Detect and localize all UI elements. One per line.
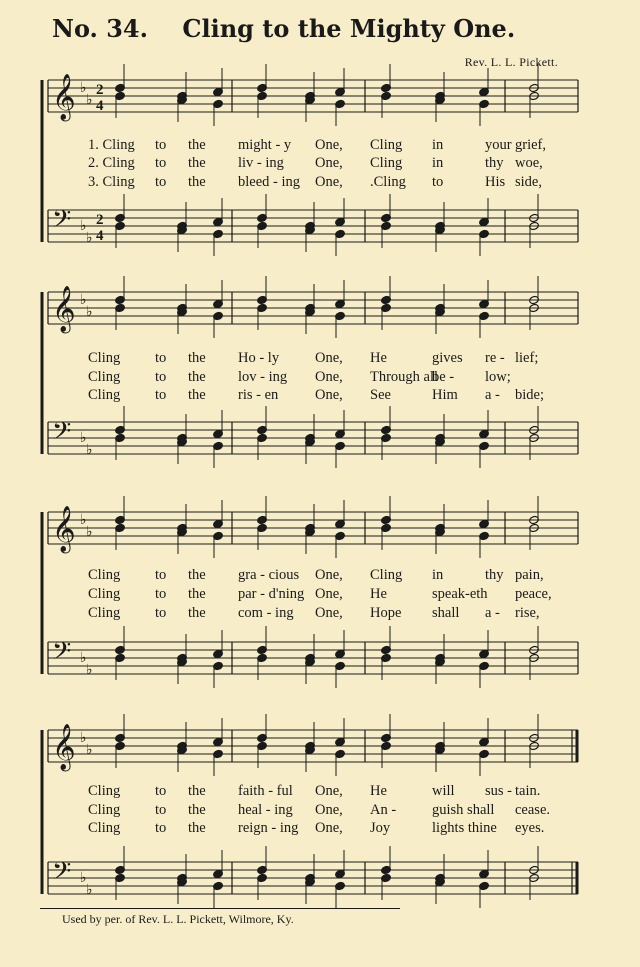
lyric-syllable: Cling <box>88 783 121 799</box>
lyric-syllable: the <box>188 369 206 385</box>
lyric-syllable: to <box>155 174 167 190</box>
lyric-syllable: Cling <box>88 350 121 366</box>
flat-icon: ♭ <box>86 525 93 540</box>
lyric-syllable: the <box>188 820 206 836</box>
flat-icon: ♭ <box>86 93 93 108</box>
time-signature-top: 2 <box>96 82 104 98</box>
lyric-syllable: to <box>155 605 167 621</box>
lyric-syllable: par - d'ning <box>238 586 305 602</box>
lyric-syllable: One, <box>315 605 343 621</box>
lyric-syllable: liv - ing <box>238 155 284 171</box>
lyric-syllable: thy <box>485 567 504 583</box>
flat-icon: ♭ <box>80 293 87 308</box>
footer-divider <box>40 908 400 909</box>
lyric-syllable: grief, <box>515 137 546 153</box>
lyric-syllable: Him <box>432 387 458 403</box>
lyric-syllable: Cling <box>88 369 121 385</box>
hymn-author: Rev. L. L. Pickett. <box>464 55 558 69</box>
copyright-footer: Used by per. of Rev. L. L. Pickett, Wilmore, Ky. <box>62 912 294 926</box>
lyric-syllable: the <box>188 783 206 799</box>
lyric-syllable: the <box>188 350 206 366</box>
bass-clef-icon: 𝄢 <box>52 205 72 240</box>
lyric-syllable: pain, <box>515 567 544 583</box>
flat-icon: ♭ <box>86 443 93 458</box>
lyric-syllable: woe, <box>515 155 543 171</box>
bass-clef-icon: 𝄢 <box>52 417 72 452</box>
lyric-syllable: the <box>188 137 206 153</box>
lyric-syllable: to <box>155 586 167 602</box>
treble-clef-icon: 𝄞 <box>52 506 76 552</box>
lyric-syllable: One, <box>315 586 343 602</box>
lyric-syllable: be - <box>432 369 455 385</box>
lyric-syllable: to <box>432 174 444 190</box>
hymn-number: No. 34. <box>52 14 148 43</box>
lyric-syllable: cease. <box>515 802 551 818</box>
lyric-syllable: Cling <box>88 586 121 602</box>
lyric-syllable: .Cling <box>370 174 406 190</box>
lyric-syllable: to <box>155 350 167 366</box>
lyric-syllable: will <box>432 783 455 799</box>
lyric-syllable: Cling <box>88 387 121 403</box>
lyric-syllable: the <box>188 174 206 190</box>
lyric-syllable: One, <box>315 820 343 836</box>
time-signature-top: 2 <box>96 212 104 228</box>
lyric-syllable: the <box>188 155 206 171</box>
lyric-syllable: reign - ing <box>238 820 299 836</box>
lyric-syllable: Cling <box>370 567 403 583</box>
lyric-syllable: in <box>432 155 444 171</box>
lyric-syllable: Cling <box>370 137 403 153</box>
lyric-syllable: to <box>155 567 167 583</box>
lyric-syllable: to <box>155 137 167 153</box>
lyric-syllable: 1. Cling <box>88 137 135 153</box>
lyric-syllable: peace, <box>515 586 552 602</box>
time-signature-bottom: 4 <box>96 228 104 244</box>
lyric-syllable: to <box>155 155 167 171</box>
lyric-syllable: in <box>432 567 444 583</box>
flat-icon: ♭ <box>80 651 87 666</box>
lyric-syllable: gives <box>432 350 463 366</box>
lyric-syllable: rise, <box>515 605 540 621</box>
lyric-syllable: One, <box>315 783 343 799</box>
lyric-syllable: shall <box>432 605 460 621</box>
lyric-syllable: One, <box>315 350 343 366</box>
lyric-syllable: Cling <box>88 820 121 836</box>
flat-icon: ♭ <box>86 883 93 898</box>
lyric-syllable: ris - en <box>238 387 279 403</box>
lyric-syllable: Cling <box>88 567 121 583</box>
lyric-syllable: bleed - ing <box>238 174 301 190</box>
treble-staff <box>48 714 578 776</box>
flat-icon: ♭ <box>86 743 93 758</box>
lyric-syllable: gra - cious <box>238 567 300 583</box>
lyric-syllable: the <box>188 387 206 403</box>
bass-clef-icon: 𝄢 <box>52 857 72 892</box>
lyric-syllable: Cling <box>88 605 121 621</box>
flat-icon: ♭ <box>86 231 93 246</box>
lyric-syllable: speak-eth <box>432 586 488 602</box>
lyric-syllable: One, <box>315 567 343 583</box>
lyric-syllable: heal - ing <box>238 802 293 818</box>
flat-icon: ♭ <box>80 513 87 528</box>
lyric-syllable: a - <box>485 387 500 403</box>
treble-clef-icon: 𝄞 <box>52 286 76 332</box>
lyric-syllable: One, <box>315 174 343 190</box>
lyric-syllable: side, <box>515 174 542 190</box>
time-signature-bottom: 4 <box>96 98 104 114</box>
lyric-syllable: low; <box>485 369 511 385</box>
flat-icon: ♭ <box>80 871 87 886</box>
lyric-line <box>0 802 640 820</box>
flat-icon: ♭ <box>80 219 87 234</box>
lyric-syllable: guish shall <box>432 802 495 818</box>
lyric-syllable: to <box>155 820 167 836</box>
lyric-syllable: One, <box>315 802 343 818</box>
lyric-syllable: faith - ful <box>238 783 293 799</box>
flat-icon: ♭ <box>80 731 87 746</box>
lyric-syllable: the <box>188 586 206 602</box>
lyric-line <box>0 820 640 838</box>
lyric-syllable: sus - <box>485 783 512 799</box>
lyric-syllable: lov - ing <box>238 369 288 385</box>
lyric-syllable: 3. Cling <box>88 174 135 190</box>
lyric-syllable: Cling <box>370 155 403 171</box>
lyric-syllable: re - <box>485 350 505 366</box>
lyric-syllable: Joy <box>370 820 391 836</box>
lyric-syllable: bide; <box>515 387 544 403</box>
lyric-syllable: your <box>485 137 512 153</box>
lyric-syllable: to <box>155 802 167 818</box>
treble-clef-icon: 𝄞 <box>52 724 76 770</box>
lyric-syllable: An - <box>370 802 397 818</box>
lyric-syllable: to <box>155 387 167 403</box>
lyric-syllable: He <box>370 350 387 366</box>
lyric-syllable: a - <box>485 605 500 621</box>
flat-icon: ♭ <box>86 663 93 678</box>
bass-clef-icon: 𝄢 <box>52 637 72 672</box>
lyric-syllable: thy <box>485 155 504 171</box>
lyric-syllable: to <box>155 783 167 799</box>
lyric-syllable: lief; <box>515 350 539 366</box>
lyric-syllable: eyes. <box>515 820 545 836</box>
lyric-syllable: lights thine <box>432 820 497 836</box>
bass-staff <box>48 846 578 908</box>
lyric-syllable: He <box>370 586 387 602</box>
lyric-syllable: the <box>188 567 206 583</box>
lyric-syllable: One, <box>315 387 343 403</box>
flat-icon: ♭ <box>86 305 93 320</box>
lyric-syllable: Through all <box>370 369 439 385</box>
lyric-syllable: tain. <box>515 783 541 799</box>
lyric-syllable: See <box>370 387 391 403</box>
treble-clef-icon: 𝄞 <box>52 74 76 120</box>
lyric-syllable: might - y <box>238 137 292 153</box>
lyric-syllable: His <box>485 174 506 190</box>
lyric-syllable: One, <box>315 369 343 385</box>
flat-icon: ♭ <box>80 81 87 96</box>
lyric-line <box>0 783 640 801</box>
lyric-syllable: One, <box>315 155 343 171</box>
lyric-syllable: Hope <box>370 605 402 621</box>
lyric-syllable: the <box>188 605 206 621</box>
lyric-syllable: to <box>155 369 167 385</box>
lyric-syllable: Cling <box>88 802 121 818</box>
lyric-syllable: the <box>188 802 206 818</box>
lyric-syllable: Ho - ly <box>238 350 280 366</box>
lyric-syllable: He <box>370 783 387 799</box>
flat-icon: ♭ <box>80 431 87 446</box>
lyric-syllable: 2. Cling <box>88 155 135 171</box>
lyric-syllable: in <box>432 137 444 153</box>
lyric-syllable: One, <box>315 137 343 153</box>
lyric-syllable: com - ing <box>238 605 294 621</box>
hymn-title: Cling to the Mighty One. <box>182 14 516 43</box>
